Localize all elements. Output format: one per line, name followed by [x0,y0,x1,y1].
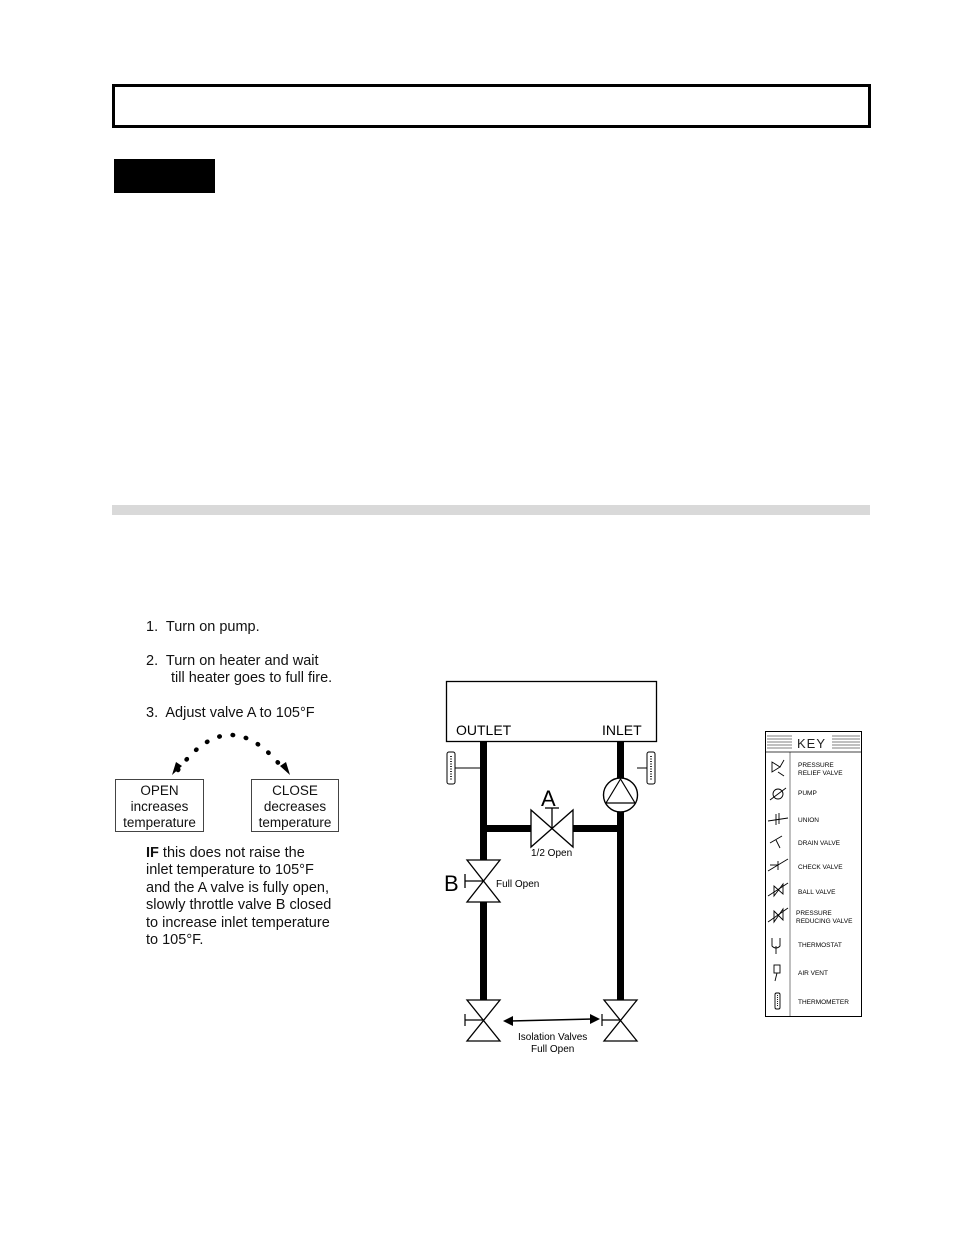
valve-a-icon [531,808,573,847]
step-2: 2. Turn on heater and wait till heater goes to full fire. [146,653,333,686]
adjust-arrows [160,720,300,782]
inlet-label: INLET [602,722,642,738]
outlet-thermometer-icon [447,752,480,784]
section-divider [112,505,870,515]
isolation-valve-right-icon [602,1000,637,1041]
arrow-head-left-icon [172,762,182,775]
arrow-head-right-icon [280,762,290,775]
inlet-pipe-top [617,742,624,778]
throttle-note: IF this does not raise the inlet temperature to 105°F and the A valve is fully open, slowly throttle valve B closed to increase inlet temperature to 105°F. [146,845,332,949]
valve-b-icon [465,860,500,902]
step-1: 1. Turn on pump. [146,619,260,635]
bypass-pipe-right [572,825,617,832]
section-label-tab [114,159,215,193]
key-label-check-valve: CHECK VALVE [798,864,843,871]
inlet-pipe-lower [617,812,624,1002]
step-2-continuation: till heater goes to full fire. [171,670,333,686]
key-label-thermostat: THERMOSTAT [798,942,842,949]
symbol-key [762,728,866,1020]
key-label-drain-valve: DRAIN VALVE [798,840,841,847]
outlet-pipe-lower [480,902,487,1002]
key-label-pressure-reducing-2: REDUCING VALVE [796,918,853,925]
open-box: OPEN increases temperature [115,779,204,832]
pump-icon [604,778,638,812]
outlet-pipe-upper [480,742,487,860]
double-arrow-icon [503,1014,600,1026]
valve-b-label: B [444,871,459,896]
inlet-thermometer-icon [637,752,655,784]
valve-a-state: 1/2 Open [531,848,573,859]
key-label-pressure-relief-2: RELIEF VALVE [798,770,843,777]
outlet-label: OUTLET [456,722,512,738]
key-label-air-vent: AIR VENT [798,970,828,977]
isolation-label-line2: Full Open [531,1044,575,1055]
key-label-ball-valve: BALL VALVE [798,889,836,896]
bypass-pipe-left [487,825,532,832]
key-label-thermometer: THERMOMETER [798,999,849,1006]
key-title: KEY [797,736,827,751]
key-label-pump: PUMP [798,790,817,797]
key-label-union: UNION [798,817,819,824]
step-3: 3. Adjust valve A to 105°F [146,705,315,721]
valve-b-state: Full Open [496,879,540,890]
isolation-valve-left-icon [465,1000,500,1041]
valve-a-label: A [541,786,556,811]
isolation-label-line1: Isolation Valves [518,1032,588,1043]
dotted-arc [178,735,284,770]
key-label-pressure-relief-1: PRESSURE [798,762,834,769]
key-label-pressure-reducing-1: PRESSURE [796,910,832,917]
section-title-box [112,84,871,128]
close-box: CLOSE decreases temperature [251,779,339,832]
piping-diagram [430,670,670,1060]
